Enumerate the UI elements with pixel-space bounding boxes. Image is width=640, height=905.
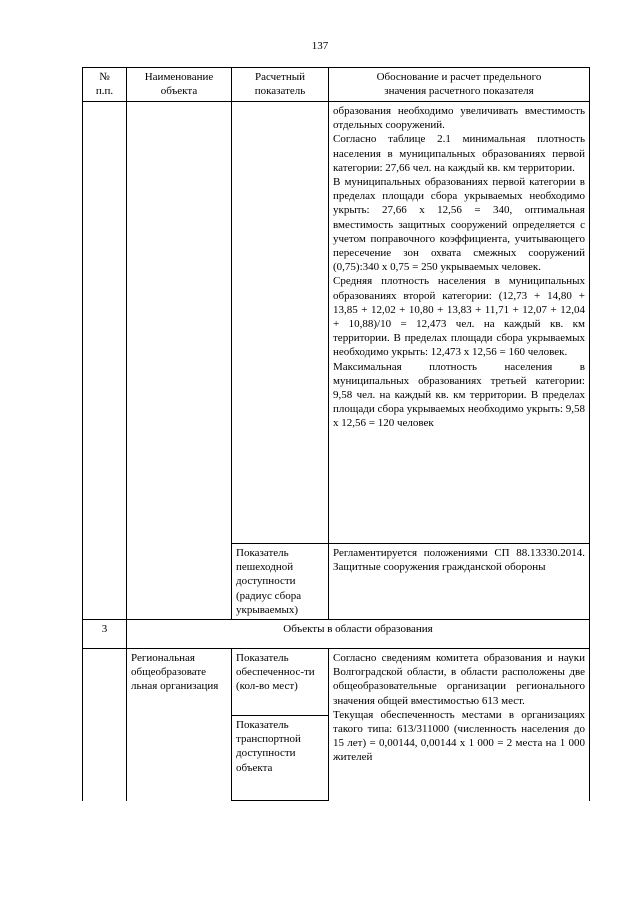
table-row (83, 102, 590, 544)
paragraph: Согласно сведениям комитета образования и науки Волгоградской области, в области расположены две общеобразовательные организации регионального значения общей вместимостью 613 мест. (333, 652, 585, 707)
paragraph: Максимальная плотность населения в муниципальных образованиях третьей категории: 9,58 чел. на каждый кв. км территории. В пределах площади сбора укрываемых необходимо укрыть: 9,58 х 12,56 = 120 человек (333, 360, 585, 430)
page-number: 137 (311, 40, 329, 52)
paragraph: Средняя плотность населения в муниципальных образованиях второй категории: (12,73 + 14,80 + 13,85 + 12,02 + 10,80 + 13,83 + 11,71 + 12,07 + 12,04 + 10,88)/10 = 12,473 чел. на каждый кв. км территории. В пределах площади сбора укрываемых необходимо укрыть: 12,473 х 12,56 = 160 человек. (333, 275, 585, 359)
cell-indicator-empty (232, 102, 329, 544)
cell-num-empty (83, 102, 127, 620)
header-indicator: Расчетный показатель (232, 68, 329, 102)
header-justification: Обоснование и расчет предельного значения расчетного показателя (329, 68, 590, 102)
paragraph: В муниципальных образованиях первой категории в пределах площади сбора укрываемых необходимо укрыть: 27,66 х 12,56 = 340, оптимальная вместимость защитных сооружений определяется с учетом поправочного коэффициента, учитывающего пересечение зон охвата смежных сооружений (0,75):340 х 0,75 = 250 укрываемых человек. (333, 176, 585, 274)
table-row (83, 649, 590, 716)
paragraph: образования необходимо увеличивать вместимость отдельных сооружений. (333, 105, 585, 132)
header-num: № п.п. (83, 68, 127, 102)
header-name: Наименование объекта (127, 68, 232, 102)
paragraph: Регламентируется положениями СП 88.13330.2014. Защитные сооружения гражданской обороны (333, 547, 585, 574)
norms-table (82, 67, 590, 801)
cell-indicator-pedestrian: Показатель пешеходной доступности (радиус сбора укрываемых) (232, 544, 329, 620)
section-row (83, 620, 590, 649)
cell-justification-education (329, 649, 590, 801)
cell-name-empty (127, 102, 232, 620)
section-number: 3 (83, 620, 127, 649)
cell-object-name: Региональная общеобразовате льная организация (127, 649, 232, 801)
paragraph: Согласно таблице 2.1 минимальная плотность населения в муниципальных образованиях первой категории: 27,66 чел. на каждый кв. км территории. (333, 133, 585, 174)
paragraph: Текущая обеспеченность местами в организациях такого типа: 613/311000 (численность населения до 15 лет) = 0,00144, 0,00144 х 1 000 = 2 места на 1 000 жителей (333, 708, 585, 764)
cell-indicator-provision: Показатель обеспеченнос-ти (кол-во мест) (232, 649, 329, 716)
section-title: Объекты в области образования (127, 620, 590, 649)
cell-justification-pedestrian (329, 544, 590, 620)
cell-num-empty (83, 649, 127, 801)
header-row (83, 68, 590, 102)
cell-indicator-transport: Показатель транспортной доступности объекта (232, 716, 329, 801)
cell-justification (329, 102, 590, 544)
